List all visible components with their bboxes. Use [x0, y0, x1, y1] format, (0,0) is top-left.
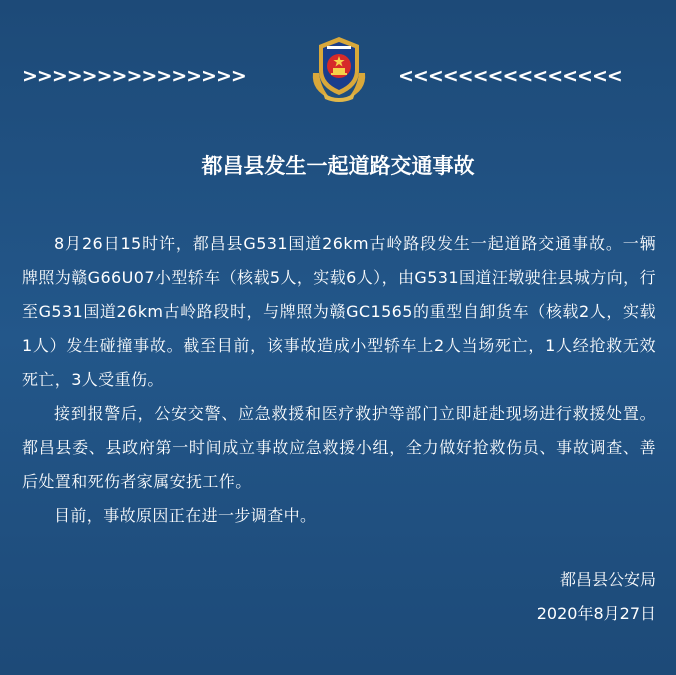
signature-org: 都昌县公安局: [559, 570, 656, 589]
paragraph-response: 接到报警后，公安交警、应急救援和医疗救护等部门立即赶赴现场进行救援处置。都昌县委、县政府第一时间成立事故应急救援小组，全力做好抢救伤员、事故调查、善后处置和死伤者家属安抚工作。: [22, 404, 656, 491]
paragraph-investigation: 目前，事故原因正在进一步调查中。: [54, 506, 317, 525]
right-chevron-decoration: <<<<<<<<<<<<<<<: [398, 65, 622, 87]
left-chevron-decoration: >>>>>>>>>>>>>>>: [22, 65, 246, 87]
paragraph-incident: 8月26日15时许，都昌县G531国道26km古岭路段发生一起道路交通事故。一辆牌照为赣G66U07小型轿车（核载5人，实载6人），由G531国道汪墩驶往县城方向，行至G531国道26km古岭路段时，与牌照为赣GC1565的重型自卸货车（核载2人，实载1人）发生碰撞事故。截至目前，该事故造成小型轿车上2人当场死亡，1人经抢救无效死亡，3人受重伤。: [22, 234, 656, 389]
notice-title: 都昌县发生一起道路交通事故: [201, 154, 475, 178]
signature-date: 2020年8月27日: [536, 604, 656, 623]
police-badge-icon: [303, 33, 375, 105]
signature-block: [537, 563, 656, 631]
notice-body: [22, 227, 656, 533]
